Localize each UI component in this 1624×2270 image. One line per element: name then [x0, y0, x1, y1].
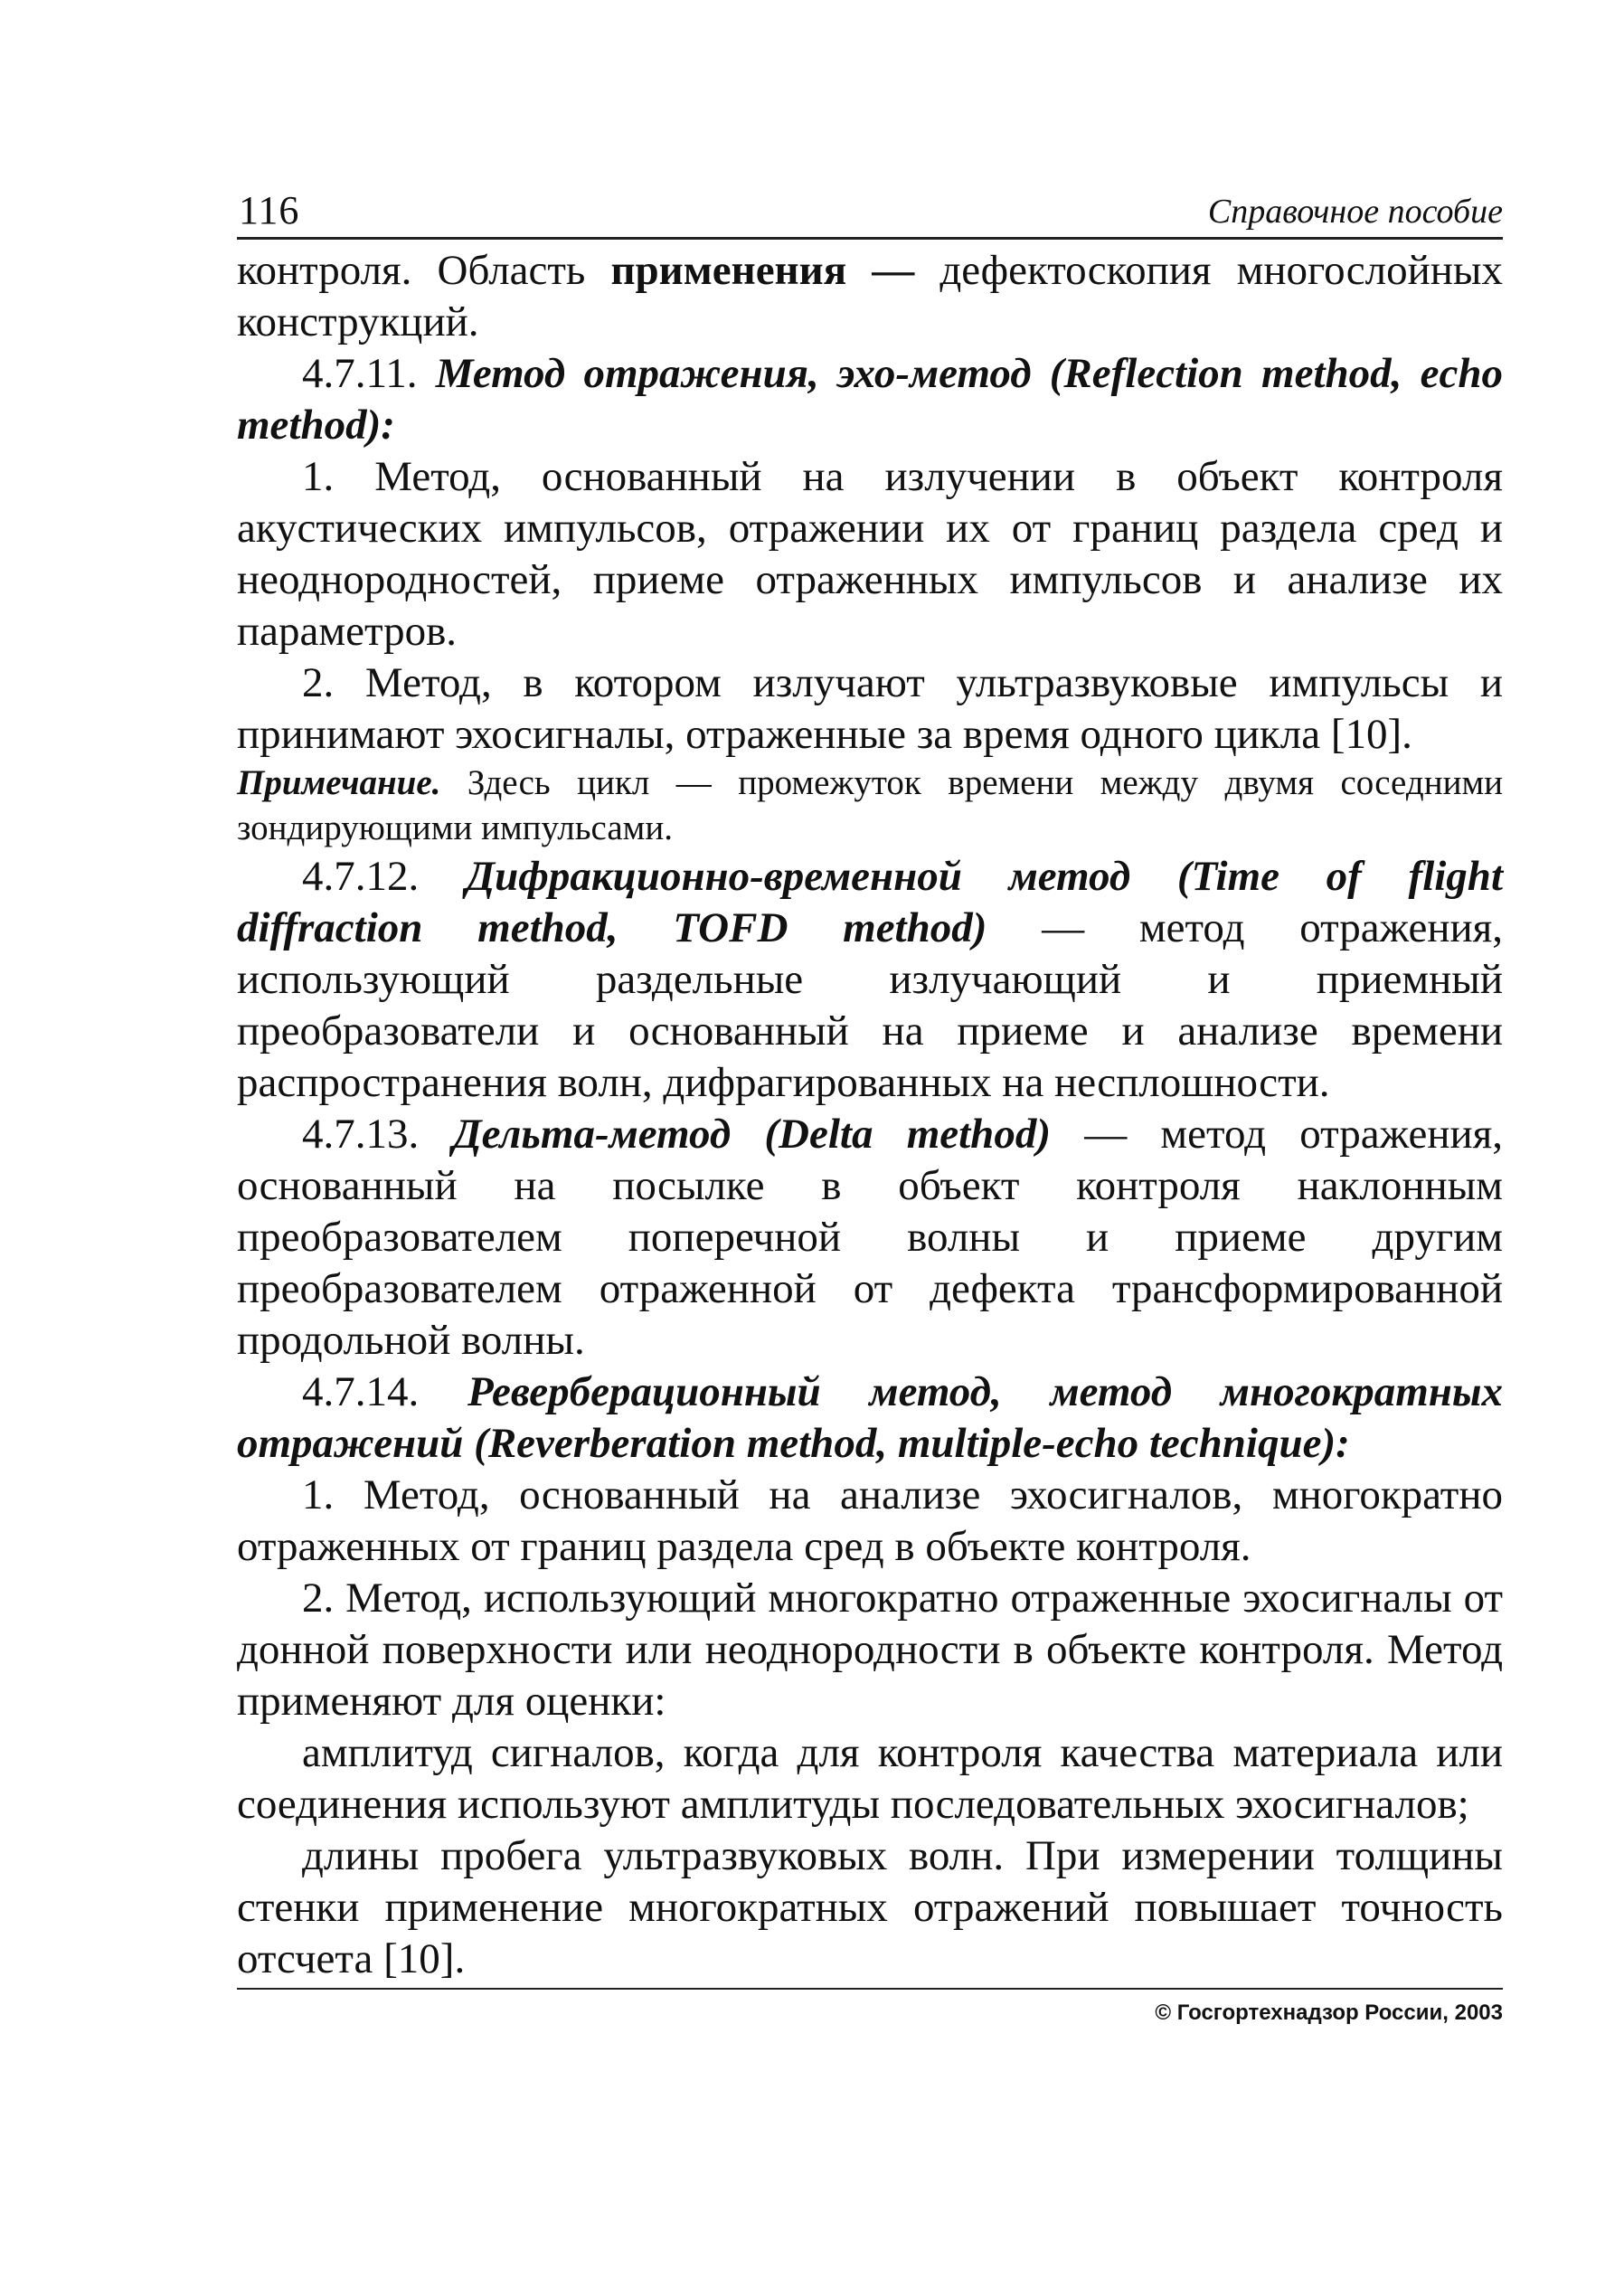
entry-definition: — метод отражения, использующий раздельные излучающий и приемный преобразователи и основанный на приеме и анализе времени распространения волн, дифрагированных на несплошности. — [237, 904, 1503, 1106]
body-text — [237, 245, 1503, 1985]
entry-term: Метод отражения, эхо-метод (Reflection method, echo method): — [237, 350, 1503, 449]
note — [237, 761, 1503, 851]
entry-definition: — метод отражения, основанный на посылке в объект контроля наклонным преобразователем поперечной волны и приеме другим преобразователем отраженной от дефекта трансформированной продольной волны. — [237, 1111, 1503, 1364]
entry-4-7-13 — [237, 1109, 1503, 1367]
entry-4-7-11-definition-1: 1. Метод, основанный на излучении в объект контроля акустических импульсов, отражении их от границ раздела сред и неоднородностей, приеме отраженных импульсов и анализе их параметров. — [237, 453, 1503, 655]
page-number: 116 — [239, 188, 300, 232]
entry-4-7-14-definition-1: 1. Метод, основанный на анализе эхосигналов, многократно отраженных от границ раздела сред в объекте контроля. — [237, 1471, 1503, 1570]
continuation-text: контроля. Область — [237, 247, 611, 294]
page — [237, 181, 1503, 1985]
continuation-text-end: дефектоскопия многослойных конструкций. — [237, 247, 1503, 345]
application-label: применения — — [610, 247, 940, 294]
entry-term: Дифракционно-временной метод (Time of flight diffraction method, TOFD method) — [237, 853, 1504, 951]
entry-4-7-11 — [237, 348, 1503, 451]
section-title: Справочное пособие — [1207, 193, 1503, 231]
entry-number: 4.7.14. — [302, 1368, 467, 1415]
entry-term: Дельта-метод (Delta method) — [452, 1111, 1051, 1158]
note-label: Примечание. — [237, 763, 441, 802]
entry-number: 4.7.13. — [302, 1111, 453, 1158]
footer — [237, 1988, 1503, 2025]
running-head — [237, 181, 1503, 240]
entry-4-7-14-item-1: амплитуд сигналов, когда для контроля качества материала или соединения используют амплитуды последовательных эхосигналов; — [237, 1729, 1503, 1828]
note-text: Здесь цикл — промежуток времени между двумя соседними зондирующими импульсами. — [237, 763, 1503, 847]
entry-4-7-14 — [237, 1367, 1503, 1470]
entry-4-7-12 — [237, 851, 1503, 1109]
entry-term: Реверберационный метод, метод многократных отражений (Reverberation method, multiple-echo technique): — [237, 1368, 1503, 1467]
entry-4-7-14-definition-2: 2. Метод, использующий многократно отраженные эхосигналы от донной поверхности или неоднородности в объекте контроля. Метод применяют для оценки: — [237, 1575, 1503, 1725]
copyright: © Госгортехнадзор России, 2003 — [1155, 2000, 1503, 2025]
entry-4-7-11-definition-2: 2. Метод, в котором излучают ультразвуковые импульсы и принимают эхосигналы, отраженные за время одного цикла [10]. — [237, 659, 1503, 758]
paragraph-continuation — [237, 245, 1503, 348]
entry-4-7-14-item-2: длины пробега ультразвуковых волн. При измерении толщины стенки применение многократных отражений повышает точность отсчета [10]. — [237, 1832, 1503, 1982]
entry-number: 4.7.11. — [302, 350, 436, 397]
entry-number: 4.7.12. — [302, 853, 466, 900]
